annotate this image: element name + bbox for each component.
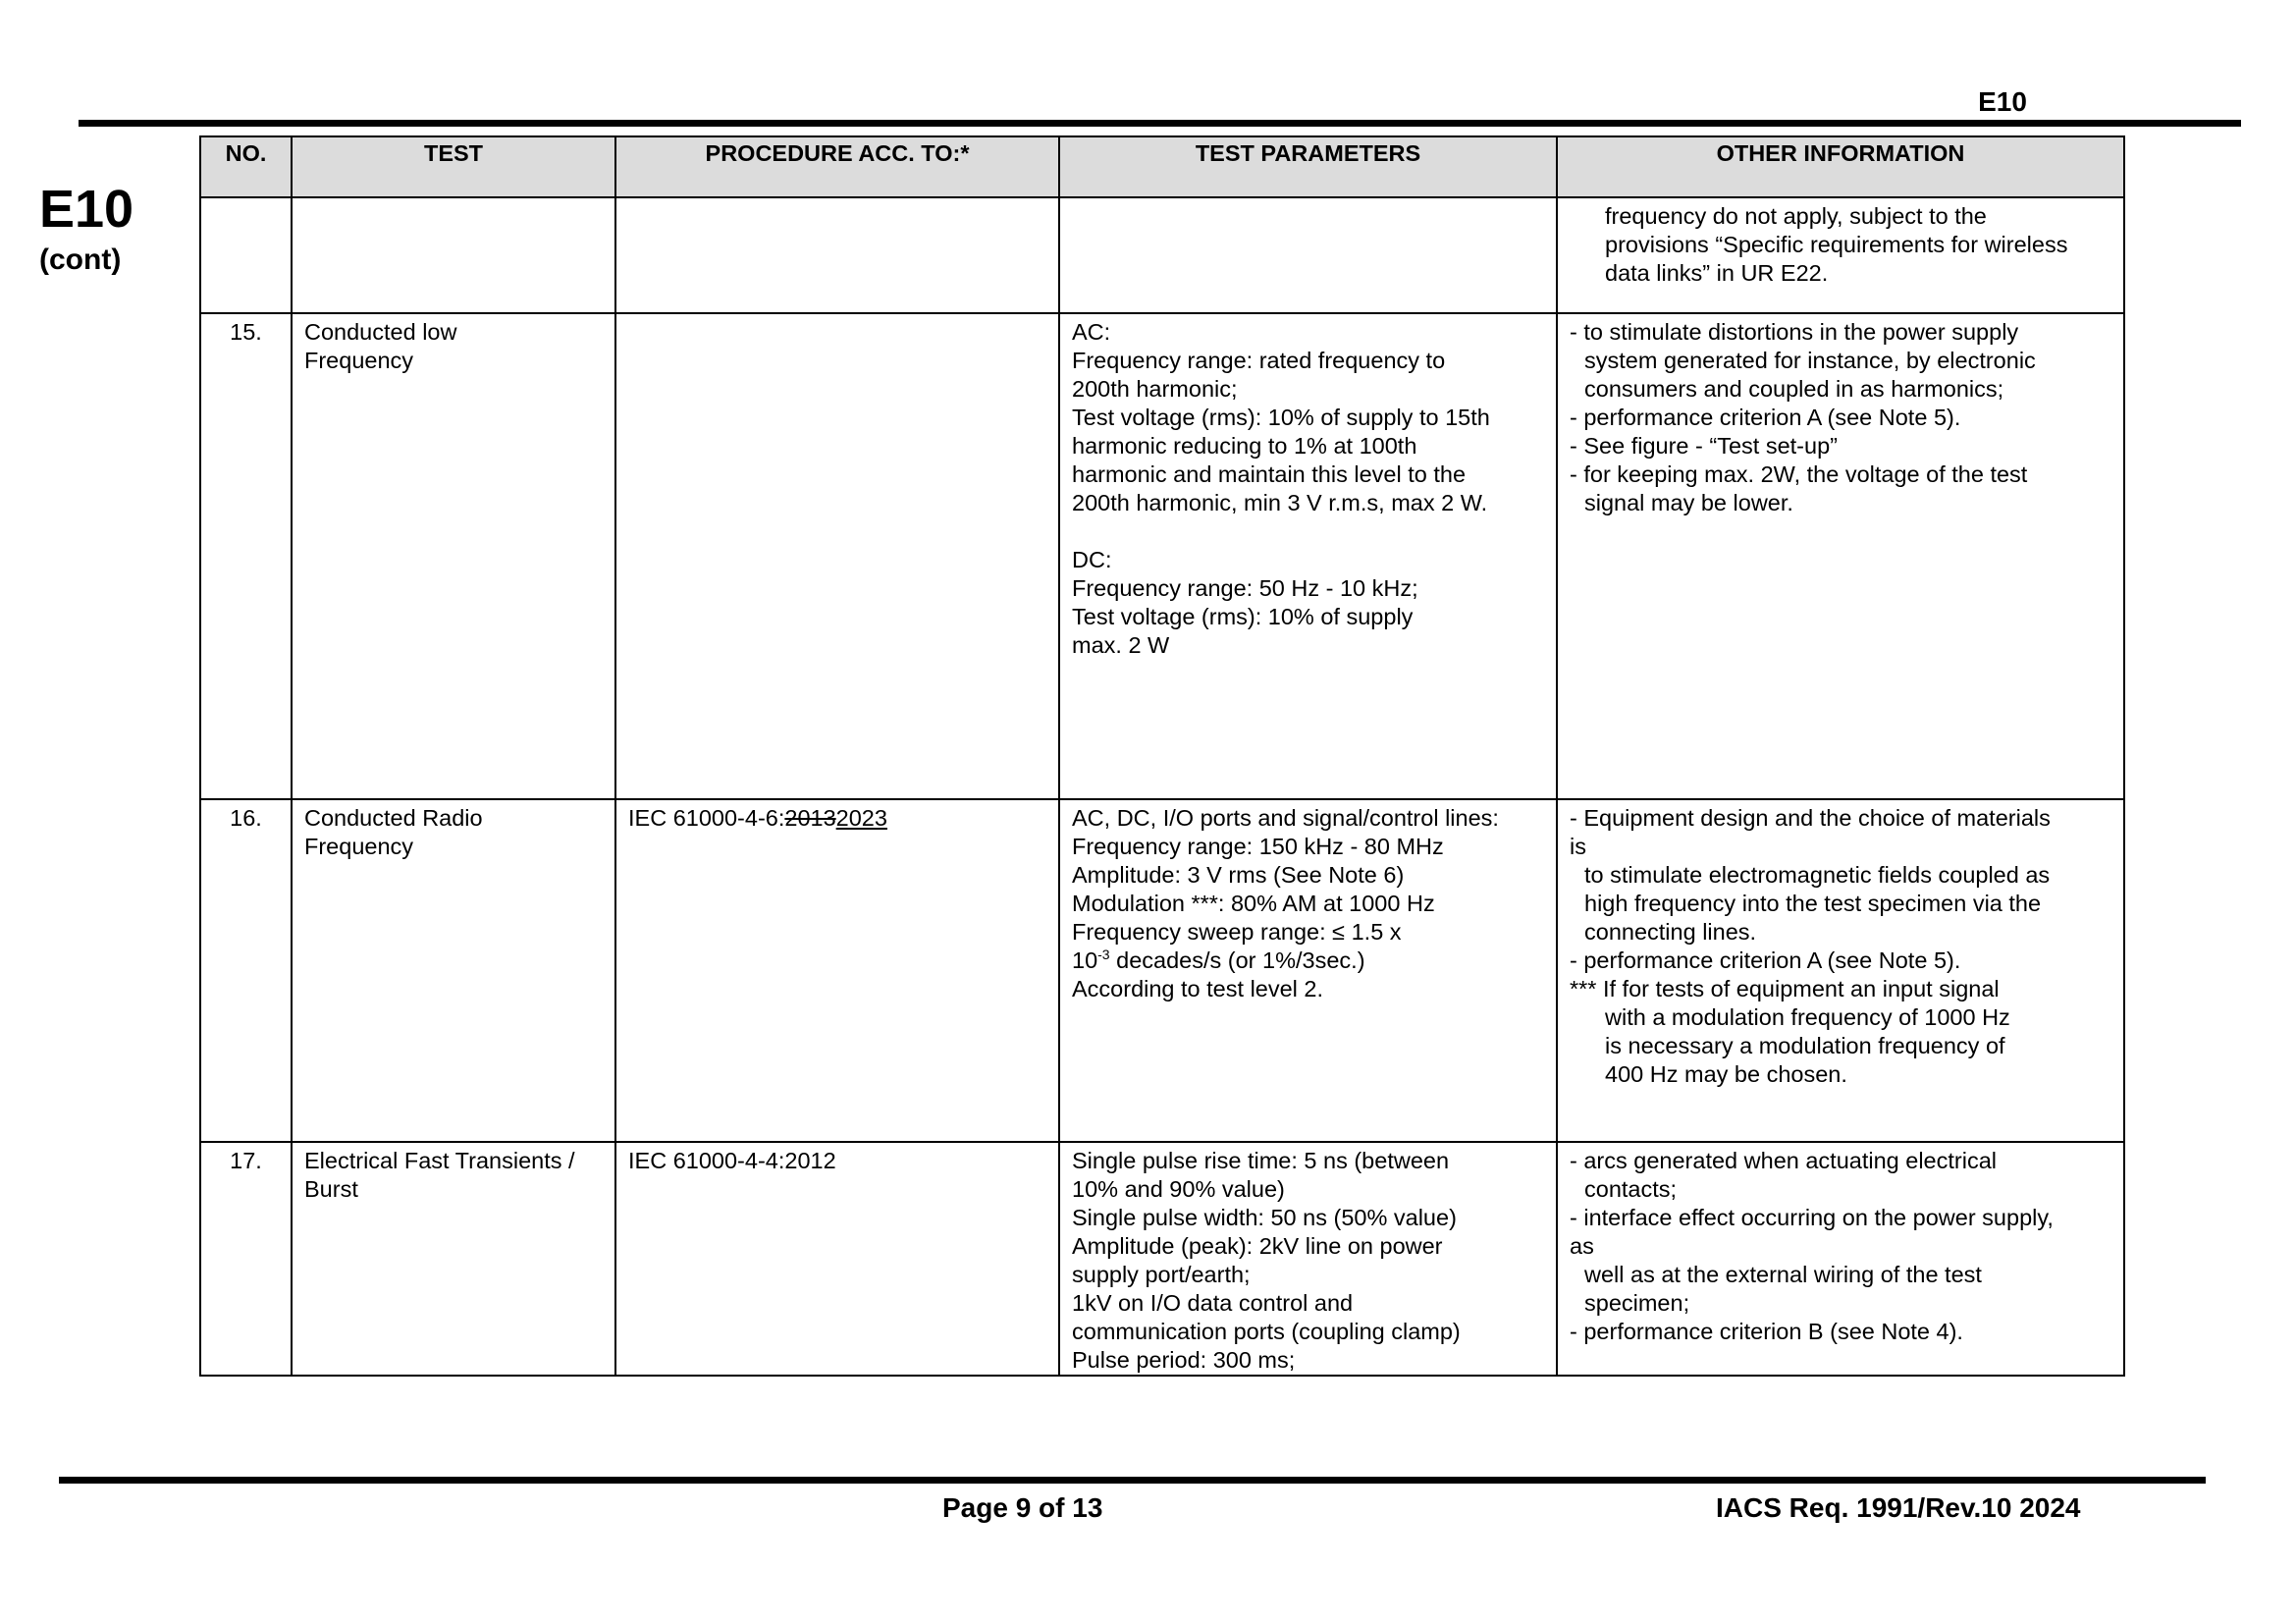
text-line: Electrical Fast Transients / <box>304 1148 575 1173</box>
text-line: connecting lines. <box>1584 919 1757 945</box>
text-line: supply port/earth; <box>1072 1262 1251 1287</box>
text-line: - arcs generated when actuating electrical <box>1570 1148 1997 1173</box>
text-line: harmonic reducing to 1% at 100th <box>1072 433 1417 459</box>
cell-other <box>1557 313 2124 799</box>
text-line: - See figure - “Test set-up” <box>1570 433 1838 459</box>
spacer <box>1072 517 1544 546</box>
text-line: - interface effect occurring on the power supply, <box>1570 1205 2054 1230</box>
text-line: According to test level 2. <box>1072 976 1324 1001</box>
text-line: - Equipment design and the choice of materials <box>1570 805 2051 831</box>
exp-superscript: -3 <box>1097 947 1110 963</box>
text-line: 10% and 90% value) <box>1072 1176 1285 1202</box>
cell-procedure <box>615 799 1059 1142</box>
text-line: communication ports (coupling clamp) <box>1072 1319 1461 1344</box>
cell-other <box>1557 799 2124 1142</box>
text-line: Test voltage (rms): 10% of supply to 15th <box>1072 405 1490 430</box>
text-line: Frequency sweep range: ≤ 1.5 x <box>1072 919 1402 945</box>
text-line: *** If for tests of equipment an input signal <box>1570 976 2000 1001</box>
col-header-no: NO. <box>200 136 292 197</box>
cell-parameters <box>1059 313 1557 799</box>
text-line: contacts; <box>1584 1176 1678 1202</box>
cell-test <box>292 197 615 313</box>
text-line: Frequency <box>304 834 414 859</box>
text-line: AC: <box>1072 319 1111 345</box>
text-line: frequency do not apply, subject to the <box>1605 203 1987 229</box>
procedure-inserted-year: 2023 <box>835 805 887 831</box>
procedure-deleted-year: 2013 <box>784 805 836 831</box>
text-line: AC, DC, I/O ports and signal/control lines: <box>1072 805 1499 831</box>
text-line: well as at the external wiring of the test <box>1584 1262 1982 1287</box>
text-line: as <box>1570 1233 1594 1259</box>
text-line: 400 Hz may be chosen. <box>1605 1061 1847 1087</box>
text-line: - to stimulate distortions in the power supply <box>1570 319 2019 345</box>
cell-no: 17. <box>200 1142 292 1376</box>
table-row <box>200 1142 2124 1376</box>
requirements-table <box>199 135 2125 1377</box>
text-line: system generated for instance, by electronic <box>1584 348 2036 373</box>
text-line: consumers and coupled in as harmonics; <box>1584 376 2004 402</box>
footer-rule <box>59 1477 2206 1484</box>
text-line: Conducted low <box>304 319 457 345</box>
side-doc-code: E10 <box>39 180 134 239</box>
text-line: Pulse period: 300 ms; <box>1072 1347 1296 1373</box>
text-line: to stimulate electromagnetic fields coupled as <box>1584 862 2051 888</box>
text-line: provisions “Specific requirements for wireless <box>1605 232 2068 257</box>
text-line: - performance criterion A (see Note 5). <box>1570 947 1961 973</box>
cell-test <box>292 799 615 1142</box>
text-line: - for keeping max. 2W, the voltage of the test <box>1570 461 2028 487</box>
text-line: Test voltage (rms): 10% of supply <box>1072 604 1414 629</box>
text-line: 1kV on I/O data control and <box>1072 1290 1354 1316</box>
text-line: is necessary a modulation frequency of <box>1605 1033 2005 1058</box>
page-number: Page 9 of 13 <box>942 1492 1103 1523</box>
side-cont-label: (cont) <box>39 243 122 276</box>
text-line: Amplitude (peak): 2kV line on power <box>1072 1233 1443 1259</box>
text-line: signal may be lower. <box>1584 490 1793 515</box>
text-line: - performance criterion B (see Note 4). <box>1570 1319 1963 1344</box>
text-line: DC: <box>1072 547 1112 572</box>
exp-base: 10 <box>1072 947 1098 973</box>
cell-no: 15. <box>200 313 292 799</box>
document-reference: IACS Req. 1991/Rev.10 2024 <box>1716 1492 2081 1523</box>
cell-parameters <box>1059 197 1557 313</box>
table-row <box>200 313 2124 799</box>
text-line: - performance criterion A (see Note 5). <box>1570 405 1961 430</box>
cell-procedure <box>615 313 1059 799</box>
header-doc-code: E10 <box>1978 86 2027 117</box>
text-line: Frequency range: 50 Hz - 10 kHz; <box>1072 575 1418 601</box>
cell-other <box>1557 197 2124 313</box>
text-line: max. 2 W <box>1072 632 1170 658</box>
text-line: data links” in UR E22. <box>1605 260 1829 286</box>
text-line: harmonic and maintain this level to the <box>1072 461 1467 487</box>
procedure-prefix: IEC 61000-4-6: <box>628 805 785 831</box>
text-line: high frequency into the test specimen via the <box>1584 891 2042 916</box>
exp-rest: decades/s (or 1%/3sec.) <box>1109 947 1365 973</box>
table-header-row <box>200 136 2124 197</box>
text-line: Frequency <box>304 348 414 373</box>
cell-test <box>292 1142 615 1376</box>
text-line: Amplitude: 3 V rms (See Note 6) <box>1072 862 1405 888</box>
text-line: specimen; <box>1584 1290 1690 1316</box>
cell-procedure <box>615 197 1059 313</box>
col-header-test: TEST <box>292 136 615 197</box>
cell-parameters <box>1059 799 1557 1142</box>
text-line: Frequency range: rated frequency to <box>1072 348 1446 373</box>
text-line: Burst <box>304 1176 358 1202</box>
text-line: Single pulse rise time: 5 ns (between <box>1072 1148 1450 1173</box>
table-row <box>200 197 2124 313</box>
text-line: 200th harmonic, min 3 V r.m.s, max 2 W. <box>1072 490 1488 515</box>
text-line: with a modulation frequency of 1000 Hz <box>1605 1004 2010 1030</box>
text-line: Modulation ***: 80% AM at 1000 Hz <box>1072 891 1435 916</box>
cell-test <box>292 313 615 799</box>
cell-no: 16. <box>200 799 292 1142</box>
cell-no <box>200 197 292 313</box>
header-rule <box>79 120 2241 127</box>
text-line: 200th harmonic; <box>1072 376 1238 402</box>
cell-other <box>1557 1142 2124 1376</box>
text-line: Conducted Radio <box>304 805 483 831</box>
table-row <box>200 799 2124 1142</box>
sweep-rate-line <box>1072 947 1544 975</box>
cell-procedure <box>615 1142 1059 1376</box>
col-header-other: OTHER INFORMATION <box>1557 136 2124 197</box>
text-line: is <box>1570 834 1586 859</box>
text-line: Single pulse width: 50 ns (50% value) <box>1072 1205 1457 1230</box>
procedure-text: IEC 61000-4-4:2012 <box>628 1148 836 1173</box>
col-header-parameters: TEST PARAMETERS <box>1059 136 1557 197</box>
cell-parameters <box>1059 1142 1557 1376</box>
procedure-text <box>628 804 1046 833</box>
col-header-procedure: PROCEDURE ACC. TO:* <box>615 136 1059 197</box>
text-line: Frequency range: 150 kHz - 80 MHz <box>1072 834 1444 859</box>
